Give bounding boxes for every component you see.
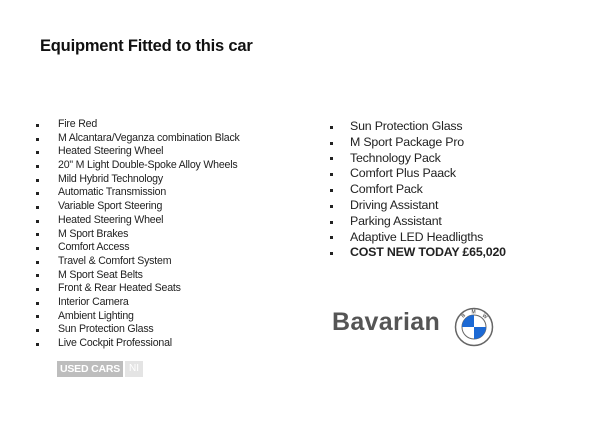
list-item — [36, 241, 240, 255]
list-item-label: Sun Protection Glass — [58, 323, 154, 336]
list-item-label: Live Cockpit Professional — [58, 337, 172, 349]
page-title: Equipment Fitted to this car — [40, 37, 253, 55]
bullet-icon — [36, 329, 39, 332]
bullet-icon — [330, 189, 333, 192]
bullet-icon — [36, 165, 39, 168]
list-item-label: M Alcantara/Veganza combination Black — [58, 131, 240, 144]
list-item — [36, 296, 240, 310]
list-item-label: Fire Red — [58, 118, 98, 130]
list-item-label: Parking Assistant — [350, 213, 442, 228]
bullet-icon — [36, 343, 39, 346]
bullet-icon — [36, 179, 39, 182]
list-item — [330, 166, 506, 182]
list-item-label: Driving Assistant — [350, 197, 439, 212]
list-item-label: Comfort Pack — [350, 182, 423, 197]
list-item-label: Comfort Plus Paack — [350, 166, 456, 181]
list-item — [36, 255, 240, 269]
bullet-icon — [330, 157, 333, 160]
bullet-icon — [36, 247, 39, 250]
used-cars-label: USED CARS — [57, 361, 123, 377]
bullet-icon — [36, 288, 39, 291]
bullet-icon — [36, 302, 39, 305]
list-item-label: Automatic Transmission — [58, 186, 167, 199]
bullet-icon — [36, 261, 39, 264]
list-item-label: Adaptive LED Headligths — [350, 229, 484, 244]
list-item-label: Heated Steering Wheel — [58, 213, 164, 226]
list-item — [36, 269, 240, 283]
bullet-icon — [36, 206, 39, 209]
list-item-label: M Sport Package Pro — [350, 134, 464, 149]
list-item-label: Interior Camera — [58, 295, 129, 308]
list-item — [36, 132, 240, 146]
bullet-icon — [36, 233, 39, 236]
bullet-icon — [330, 252, 333, 255]
bullet-icon — [330, 126, 333, 129]
bullet-icon — [36, 192, 39, 195]
list-item-label: Variable Sport Steering — [58, 200, 163, 213]
list-item — [330, 214, 506, 230]
list-item — [36, 337, 240, 351]
list-item — [36, 118, 240, 132]
list-item-label: M Sport Seat Belts — [58, 268, 143, 281]
list-item — [36, 310, 240, 324]
bullet-icon — [330, 221, 333, 224]
list-item-label: Technology Pack — [350, 150, 441, 165]
bullet-icon — [330, 142, 333, 145]
list-item-label: Heated Steering Wheel — [58, 145, 164, 158]
region-label: NI — [125, 361, 143, 377]
bullet-icon — [36, 315, 39, 318]
list-item-label: Travel & Comfort System — [58, 254, 172, 267]
list-item — [36, 173, 240, 187]
list-item — [36, 186, 240, 200]
list-item — [36, 200, 240, 214]
list-item — [330, 182, 506, 198]
list-item-label: Comfort Access — [58, 241, 130, 254]
list-item — [330, 135, 506, 151]
used-cars-badge — [57, 361, 143, 377]
list-item-label: M Sport Brakes — [58, 227, 129, 240]
list-item — [330, 119, 506, 135]
list-item — [330, 151, 506, 167]
bmw-logo-icon — [454, 307, 494, 347]
list-item-label: Sun Protection Glass — [350, 119, 463, 133]
bullet-icon — [36, 274, 39, 277]
equipment-list-left — [36, 118, 240, 351]
list-item — [36, 159, 240, 173]
cost-new-item — [330, 245, 506, 261]
list-item — [330, 198, 506, 214]
bullet-icon — [36, 138, 39, 141]
list-item — [36, 228, 240, 242]
dealer-logo-text: Bavarian — [332, 308, 441, 336]
bullet-icon — [36, 151, 39, 154]
list-item-label: Front & Rear Heated Seats — [58, 282, 181, 295]
list-item — [36, 214, 240, 228]
bullet-icon — [36, 220, 39, 223]
list-item — [330, 230, 506, 246]
bullet-icon — [36, 124, 39, 127]
list-item — [36, 323, 240, 337]
bullet-icon — [330, 173, 333, 176]
svg-text:B: B — [460, 312, 468, 320]
list-item-label: Mild Hybrid Technology — [58, 172, 163, 185]
svg-text:M: M — [471, 309, 476, 316]
cost-new-label: COST NEW TODAY £65,020 — [350, 245, 506, 260]
svg-text:W: W — [480, 312, 489, 321]
list-item — [36, 145, 240, 159]
list-item-label: Ambient Lighting — [58, 309, 134, 322]
bullet-icon — [330, 236, 333, 239]
equipment-list-right — [330, 119, 506, 261]
list-item-label: 20" M Light Double-Spoke Alloy Wheels — [58, 159, 238, 172]
list-item — [36, 282, 240, 296]
bullet-icon — [330, 205, 333, 208]
